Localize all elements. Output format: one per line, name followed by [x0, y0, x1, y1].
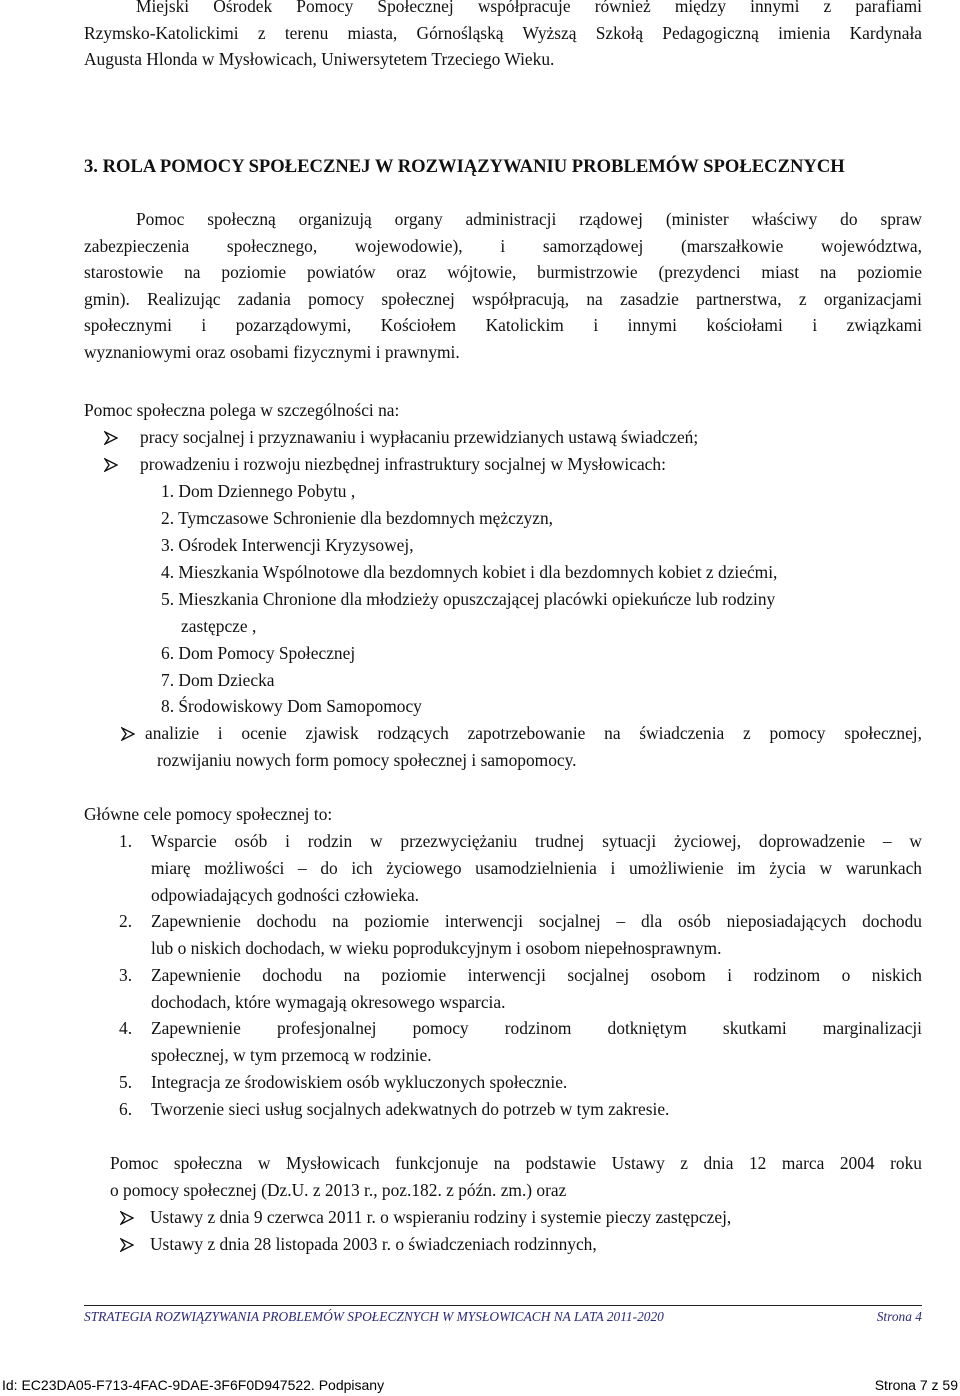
goal-line: lub o niskich dochodach, w wieku poprodukcyjnym i osobom niepełnosprawnym.	[151, 938, 722, 958]
footer-rule	[84, 1305, 922, 1306]
page-counter: Strona 7 z 59	[874, 1377, 958, 1393]
legal-act: Ustawy z dnia 28 listopada 2003 r. o świadczeniach rodzinnych,	[150, 1234, 597, 1254]
goal-number: 1.	[119, 831, 133, 851]
goal-number: 2.	[119, 911, 133, 931]
facility-item: 6. Dom Pomocy Społecznej	[161, 643, 356, 663]
goal-item	[151, 828, 922, 909]
organizers-paragraph	[84, 206, 922, 366]
goal-line: Zapewnienie profesjonalnej pomocy rodzinom dotkniętym skutkami marginalizacji	[151, 1018, 922, 1038]
footer-title: STRATEGIA ROZWIĄZYWANIA PROBLEMÓW SPOŁECZNYCH W MYSŁOWICACH NA LATA 2011-2020	[84, 1309, 664, 1324]
footer-page: Strona 4	[876, 1309, 922, 1324]
goal-line: miarę możliwości – do ich życiowego usamodzielnienia i umożliwienie im życia w warunkach	[151, 858, 922, 878]
legal-line: o pomocy społecznej (Dz.U. z 2013 r., poz.182. z późn. zm.) oraz	[110, 1179, 567, 1200]
facility-item: 8. Środowiskowy Dom Samopomocy	[161, 696, 422, 716]
intro-line: Miejski Ośrodek Pomocy Społecznej współpracuje również między innymi z parafiami	[136, 0, 922, 16]
facility-item: 1. Dom Dziennego Pobytu ,	[161, 481, 356, 501]
paragraph-line: starostowie na poziomie powiatów oraz wójtowie, burmistrzowie (prezydenci miast na poziomie	[84, 262, 922, 283]
facility-item-continuation: zastępcze ,	[181, 616, 257, 636]
paragraph-line: społecznymi i pozarządowymi, Kościołem Katolickim i innymi kościołami i związkami	[84, 315, 922, 336]
polega-bullet-continuation: rozwijaniu nowych form pomocy społecznej i samopomocy.	[157, 750, 577, 770]
polega-intro: Pomoc społeczna polega w szczególności na:	[84, 400, 400, 420]
arrow-bullet-icon	[104, 458, 118, 472]
goal-line: Zapewnienie dochodu na poziomie interwencji socjalnej – dla osób nieposiadających dochodu	[151, 911, 922, 931]
goal-line: społecznej, w tym przemocą w rodzinie.	[151, 1045, 432, 1065]
goal-line: dochodach, które wymagają okresowego wsparcia.	[151, 992, 506, 1012]
arrow-bullet-icon	[120, 1238, 134, 1252]
paragraph-line: zabezpieczenia społecznego, wojewodowie), i samorządowej (marszałkowie województwa,	[84, 235, 922, 256]
facility-item: 3. Ośrodek Interwencji Kryzysowej,	[161, 535, 414, 555]
facility-item: 5. Mieszkania Chronione dla młodzieży opuszczającej placówki opiekuńcze lub rodziny	[161, 589, 776, 609]
goal-number: 6.	[119, 1099, 133, 1119]
intro-paragraph	[84, 0, 922, 73]
goal-item	[151, 962, 922, 1016]
goal-line: Wsparcie osób i rodzin w przezwyciężaniu trudnej sytuacji życiowej, doprowadzenie – w	[151, 831, 922, 851]
goals-intro: Główne cele pomocy społecznej to:	[84, 804, 333, 824]
goal-number: 4.	[119, 1018, 133, 1038]
intro-line: Rzymsko-Katolickimi z terenu miasta, Górnośląską Wyższą Szkołą Pedagogiczną imienia Kardynała	[84, 22, 922, 43]
facility-item: 7. Dom Dziecka	[161, 670, 275, 690]
goal-number: 5.	[119, 1072, 133, 1092]
goal-line: Tworzenie sieci usług socjalnych adekwatnych do potrzeb w tym zakresie.	[151, 1099, 670, 1119]
facility-item: 2. Tymczasowe Schronienie dla bezdomnych mężczyzn,	[161, 508, 554, 528]
section-heading: 3. ROLA POMOCY SPOŁECZNEJ W ROZWIĄZYWANIU PROBLEMÓW SPOŁECZNYCH	[84, 156, 845, 177]
polega-bullet: prowadzeniu i rozwoju niezbędnej infrastruktury socjalnej w Mysłowicach:	[140, 454, 666, 474]
paragraph-line: Pomoc społeczną organizują organy administracji rządowej (minister właściwy do spraw	[136, 209, 922, 229]
goal-line: Zapewnienie dochodu na poziomie interwencji socjalnej osobom i rodzinom o niskich	[151, 965, 922, 985]
arrow-bullet-icon	[104, 431, 118, 445]
paragraph-line: wyznaniowymi oraz osobami fizycznymi i prawnymi.	[84, 341, 460, 362]
goal-number: 3.	[119, 965, 133, 985]
arrow-bullet-icon	[121, 727, 135, 741]
polega-bullet: pracy socjalnej i przyznawaniu i wypłacaniu przewidzianych ustawą świadczeń;	[140, 427, 699, 447]
goal-item	[151, 908, 922, 962]
facility-item: 4. Mieszkania Wspólnotowe dla bezdomnych kobiet i dla bezdomnych kobiet z dziećmi,	[161, 562, 778, 582]
legal-act: Ustawy z dnia 9 czerwca 2011 r. o wspieraniu rodziny i systemie pieczy zastępczej,	[150, 1207, 732, 1227]
goal-item	[151, 1015, 922, 1069]
polega-bullet: analizie i ocenie zjawisk rodzących zapotrzebowanie na świadczenia z pomocy społecznej,	[145, 723, 922, 743]
paragraph-line: gmin). Realizując zadania pomocy społecznej współpracują, na zasadzie partnerstwa, z organizacjami	[84, 288, 922, 309]
legal-line: Pomoc społeczna w Mysłowicach funkcjonuje na podstawie Ustawy z dnia 12 marca 2004 roku	[110, 1153, 922, 1173]
legal-paragraph	[110, 1150, 922, 1203]
document-id: Id: EC23DA05-F713-4FAC-9DAE-3F6F0D947522. Podpisany	[2, 1377, 385, 1393]
goal-line: Integracja ze środowiskiem osób wykluczonych społecznie.	[151, 1072, 568, 1092]
intro-line: Augusta Hlonda w Mysłowicach, Uniwersytetem Trzeciego Wieku.	[84, 49, 555, 70]
arrow-bullet-icon	[120, 1211, 134, 1225]
goal-line: odpowiadających godności człowieka.	[151, 885, 420, 905]
